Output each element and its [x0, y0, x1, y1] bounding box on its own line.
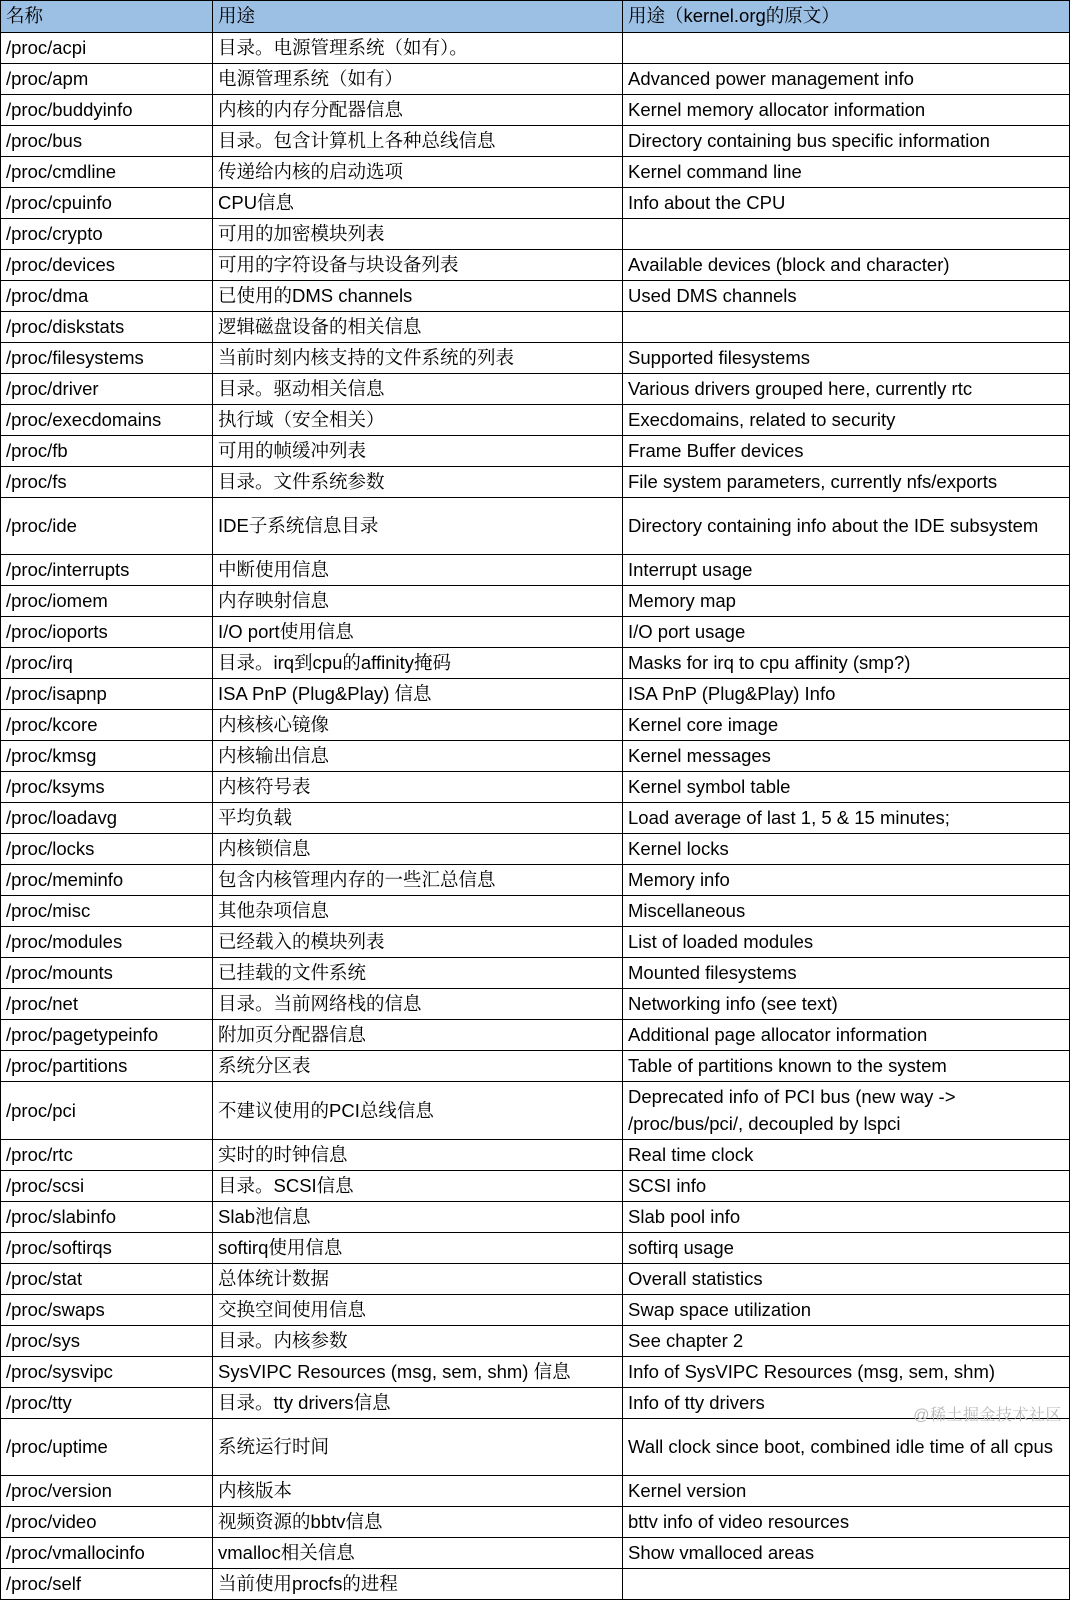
- table-row: [1, 1233, 1070, 1264]
- table-row: [1, 803, 1070, 834]
- cell-name: /proc/self: [1, 1569, 213, 1600]
- cell-use-original: Advanced power management info: [623, 64, 1070, 95]
- cell-use-original: Swap space utilization: [623, 1295, 1070, 1326]
- cell-name: /proc/ide: [1, 498, 213, 555]
- table-row: [1, 1507, 1070, 1538]
- table-row: [1, 1202, 1070, 1233]
- table-row: [1, 1295, 1070, 1326]
- table-row: [1, 865, 1070, 896]
- cell-use-original: Kernel core image: [623, 710, 1070, 741]
- cell-use-original: Mounted filesystems: [623, 958, 1070, 989]
- cell-use: 其他杂项信息: [213, 896, 623, 927]
- table-row: [1, 1538, 1070, 1569]
- cell-name: /proc/sys: [1, 1326, 213, 1357]
- table-row: [1, 219, 1070, 250]
- cell-name: /proc/diskstats: [1, 312, 213, 343]
- cell-name: /proc/driver: [1, 374, 213, 405]
- cell-use: 电源管理系统（如有）: [213, 64, 623, 95]
- table-row: [1, 405, 1070, 436]
- cell-use-original: File system parameters, currently nfs/exports: [623, 467, 1070, 498]
- cell-use: 当前时刻内核支持的文件系统的列表: [213, 343, 623, 374]
- cell-use: 目录。内核参数: [213, 1326, 623, 1357]
- table-row: [1, 467, 1070, 498]
- cell-use-original: Various drivers grouped here, currently rtc: [623, 374, 1070, 405]
- table-row: [1, 374, 1070, 405]
- column-header-use: 用途: [213, 1, 623, 33]
- cell-use: 执行域（安全相关）: [213, 405, 623, 436]
- cell-use: 目录。文件系统参数: [213, 467, 623, 498]
- cell-name: /proc/meminfo: [1, 865, 213, 896]
- table-row: [1, 679, 1070, 710]
- cell-use: I/O port使用信息: [213, 617, 623, 648]
- table-row: [1, 157, 1070, 188]
- cell-name: /proc/vmallocinfo: [1, 1538, 213, 1569]
- cell-use: 包含内核管理内存的一些汇总信息: [213, 865, 623, 896]
- table-row: [1, 648, 1070, 679]
- cell-name: /proc/locks: [1, 834, 213, 865]
- table-row: [1, 1020, 1070, 1051]
- cell-name: /proc/buddyinfo: [1, 95, 213, 126]
- cell-name: /proc/uptime: [1, 1419, 213, 1476]
- cell-use: 可用的字符设备与块设备列表: [213, 250, 623, 281]
- cell-use: 内核版本: [213, 1476, 623, 1507]
- table-row: [1, 555, 1070, 586]
- watermark: @稀土掘金技术社区: [913, 1407, 1062, 1424]
- cell-name: /proc/iomem: [1, 586, 213, 617]
- cell-use-original: Slab pool info: [623, 1202, 1070, 1233]
- cell-use: 视频资源的bbtv信息: [213, 1507, 623, 1538]
- cell-use: 当前使用procfs的进程: [213, 1569, 623, 1600]
- cell-use: 逻辑磁盘设备的相关信息: [213, 312, 623, 343]
- cell-name: /proc/apm: [1, 64, 213, 95]
- cell-use-original: Wall clock since boot, combined idle time of all cpus: [623, 1419, 1070, 1476]
- cell-name: /proc/kcore: [1, 710, 213, 741]
- cell-use: 目录。电源管理系统（如有）。: [213, 33, 623, 64]
- table-row: [1, 958, 1070, 989]
- cell-use: 已挂载的文件系统: [213, 958, 623, 989]
- cell-use: 目录。驱动相关信息: [213, 374, 623, 405]
- cell-use: 内核锁信息: [213, 834, 623, 865]
- cell-use-original: Info of SysVIPC Resources (msg, sem, shm): [623, 1357, 1070, 1388]
- cell-use: 内核的内存分配器信息: [213, 95, 623, 126]
- cell-use: 已经载入的模块列表: [213, 927, 623, 958]
- table-row: [1, 436, 1070, 467]
- table-body: [1, 33, 1070, 1600]
- cell-name: /proc/ksyms: [1, 772, 213, 803]
- table-row: [1, 1388, 1070, 1419]
- cell-use: 目录。irq到cpu的affinity掩码: [213, 648, 623, 679]
- table-row: [1, 126, 1070, 157]
- cell-use-original: Available devices (block and character): [623, 250, 1070, 281]
- cell-name: /proc/devices: [1, 250, 213, 281]
- cell-name: /proc/isapnp: [1, 679, 213, 710]
- cell-use-original: See chapter 2: [623, 1326, 1070, 1357]
- cell-use: 内核符号表: [213, 772, 623, 803]
- cell-use: 目录。包含计算机上各种总线信息: [213, 126, 623, 157]
- cell-use-original: List of loaded modules: [623, 927, 1070, 958]
- cell-name: /proc/execdomains: [1, 405, 213, 436]
- cell-use-original: Load average of last 1, 5 & 15 minutes;: [623, 803, 1070, 834]
- table-row: [1, 1419, 1070, 1476]
- cell-name: /proc/dma: [1, 281, 213, 312]
- cell-use-original: Overall statistics: [623, 1264, 1070, 1295]
- cell-use: 目录。tty drivers信息: [213, 1388, 623, 1419]
- cell-name: /proc/pci: [1, 1082, 213, 1140]
- cell-name: /proc/partitions: [1, 1051, 213, 1082]
- cell-use: 可用的加密模块列表: [213, 219, 623, 250]
- table-row: [1, 498, 1070, 555]
- cell-use: IDE子系统信息目录: [213, 498, 623, 555]
- cell-name: /proc/modules: [1, 927, 213, 958]
- table-row: [1, 64, 1070, 95]
- table-row: [1, 1171, 1070, 1202]
- cell-name: /proc/ioports: [1, 617, 213, 648]
- cell-use-original: Table of partitions known to the system: [623, 1051, 1070, 1082]
- cell-use: 总体统计数据: [213, 1264, 623, 1295]
- cell-use-original: Deprecated info of PCI bus (new way -> /proc/bus/pci/, decoupled by lspci: [623, 1082, 1070, 1140]
- column-header-name: 名称: [1, 1, 213, 33]
- table-row: [1, 586, 1070, 617]
- cell-name: /proc/loadavg: [1, 803, 213, 834]
- cell-use: 目录。SCSI信息: [213, 1171, 623, 1202]
- table-row: [1, 927, 1070, 958]
- cell-use-original: Directory containing bus specific information: [623, 126, 1070, 157]
- table-row: [1, 772, 1070, 803]
- cell-use-original: Real time clock: [623, 1140, 1070, 1171]
- cell-name: /proc/swaps: [1, 1295, 213, 1326]
- cell-use: ISA PnP (Plug&Play) 信息: [213, 679, 623, 710]
- cell-use-original: Show vmalloced areas: [623, 1538, 1070, 1569]
- cell-name: /proc/net: [1, 989, 213, 1020]
- cell-use: 附加页分配器信息: [213, 1020, 623, 1051]
- cell-name: /proc/tty: [1, 1388, 213, 1419]
- cell-use: 交换空间使用信息: [213, 1295, 623, 1326]
- cell-use-original: ISA PnP (Plug&Play) Info: [623, 679, 1070, 710]
- cell-use-original: Miscellaneous: [623, 896, 1070, 927]
- cell-use-original: [623, 1569, 1070, 1600]
- cell-use: 中断使用信息: [213, 555, 623, 586]
- cell-use-original: Memory info: [623, 865, 1070, 896]
- cell-name: /proc/misc: [1, 896, 213, 927]
- cell-use: 系统分区表: [213, 1051, 623, 1082]
- table-row: [1, 1140, 1070, 1171]
- cell-use-original: softirq usage: [623, 1233, 1070, 1264]
- table-row: [1, 95, 1070, 126]
- cell-use-original: Execdomains, related to security: [623, 405, 1070, 436]
- cell-use-original: [623, 33, 1070, 64]
- cell-use-original: Supported filesystems: [623, 343, 1070, 374]
- cell-use: 内核输出信息: [213, 741, 623, 772]
- cell-use: vmalloc相关信息: [213, 1538, 623, 1569]
- cell-use-original: I/O port usage: [623, 617, 1070, 648]
- cell-name: /proc/softirqs: [1, 1233, 213, 1264]
- cell-name: /proc/stat: [1, 1264, 213, 1295]
- cell-use: Slab池信息: [213, 1202, 623, 1233]
- table-row: [1, 989, 1070, 1020]
- cell-use: 系统运行时间: [213, 1419, 623, 1476]
- cell-use: 可用的帧缓冲列表: [213, 436, 623, 467]
- cell-use-original: Kernel locks: [623, 834, 1070, 865]
- cell-use-original: Kernel memory allocator information: [623, 95, 1070, 126]
- cell-name: /proc/interrupts: [1, 555, 213, 586]
- cell-use-original: SCSI info: [623, 1171, 1070, 1202]
- cell-name: /proc/fb: [1, 436, 213, 467]
- table-row: [1, 1569, 1070, 1600]
- cell-use-original: Memory map: [623, 586, 1070, 617]
- table-row: [1, 896, 1070, 927]
- table-row: [1, 312, 1070, 343]
- cell-use-original: Directory containing info about the IDE subsystem: [623, 498, 1070, 555]
- cell-name: /proc/filesystems: [1, 343, 213, 374]
- cell-use: 平均负载: [213, 803, 623, 834]
- cell-use: 传递给内核的启动选项: [213, 157, 623, 188]
- table-row: [1, 1357, 1070, 1388]
- cell-use-original: Interrupt usage: [623, 555, 1070, 586]
- cell-name: /proc/mounts: [1, 958, 213, 989]
- cell-use-original: [623, 312, 1070, 343]
- cell-name: /proc/fs: [1, 467, 213, 498]
- cell-name: /proc/cpuinfo: [1, 188, 213, 219]
- cell-use-original: Info of tty drivers: [623, 1388, 1070, 1419]
- cell-use: 不建议使用的PCI总线信息: [213, 1082, 623, 1140]
- cell-use: 内核核心镜像: [213, 710, 623, 741]
- cell-use: 实时的时钟信息: [213, 1140, 623, 1171]
- cell-use-original: bttv info of video resources: [623, 1507, 1070, 1538]
- table-row: [1, 834, 1070, 865]
- cell-name: /proc/version: [1, 1476, 213, 1507]
- table-row: [1, 710, 1070, 741]
- table-row: [1, 33, 1070, 64]
- cell-use: softirq使用信息: [213, 1233, 623, 1264]
- table-row: [1, 250, 1070, 281]
- cell-name: /proc/slabinfo: [1, 1202, 213, 1233]
- table-row: [1, 1476, 1070, 1507]
- cell-use-original: Info about the CPU: [623, 188, 1070, 219]
- table-row: [1, 188, 1070, 219]
- table-row: [1, 1326, 1070, 1357]
- table-row: [1, 1051, 1070, 1082]
- cell-use-original: [623, 219, 1070, 250]
- cell-use: 目录。当前网络栈的信息: [213, 989, 623, 1020]
- cell-name: /proc/rtc: [1, 1140, 213, 1171]
- cell-name: /proc/acpi: [1, 33, 213, 64]
- table-row: [1, 1082, 1070, 1140]
- table-header-row: [1, 1, 1070, 33]
- cell-name: /proc/crypto: [1, 219, 213, 250]
- cell-name: /proc/kmsg: [1, 741, 213, 772]
- cell-use-original: Kernel command line: [623, 157, 1070, 188]
- cell-name: /proc/pagetypeinfo: [1, 1020, 213, 1051]
- table-header: [1, 1, 1070, 33]
- cell-use: 内存映射信息: [213, 586, 623, 617]
- column-header-use-original: 用途（kernel.org的原文）: [623, 1, 1070, 33]
- cell-use-original: Kernel symbol table: [623, 772, 1070, 803]
- cell-use-original: Additional page allocator information: [623, 1020, 1070, 1051]
- cell-name: /proc/video: [1, 1507, 213, 1538]
- table-row: [1, 281, 1070, 312]
- cell-name: /proc/sysvipc: [1, 1357, 213, 1388]
- cell-name: /proc/scsi: [1, 1171, 213, 1202]
- cell-use: 已使用的DMS channels: [213, 281, 623, 312]
- cell-name: /proc/cmdline: [1, 157, 213, 188]
- cell-use: CPU信息: [213, 188, 623, 219]
- cell-name: /proc/bus: [1, 126, 213, 157]
- cell-use-original: Masks for irq to cpu affinity (smp?): [623, 648, 1070, 679]
- table-row: [1, 343, 1070, 374]
- cell-use-original: Kernel version: [623, 1476, 1070, 1507]
- cell-name: /proc/irq: [1, 648, 213, 679]
- cell-use-original: Used DMS channels: [623, 281, 1070, 312]
- cell-use-original: Frame Buffer devices: [623, 436, 1070, 467]
- table-row: [1, 1264, 1070, 1295]
- table-row: [1, 617, 1070, 648]
- table-row: [1, 741, 1070, 772]
- cell-use-original: Kernel messages: [623, 741, 1070, 772]
- cell-use: SysVIPC Resources (msg, sem, shm) 信息: [213, 1357, 623, 1388]
- cell-use-original: Networking info (see text): [623, 989, 1070, 1020]
